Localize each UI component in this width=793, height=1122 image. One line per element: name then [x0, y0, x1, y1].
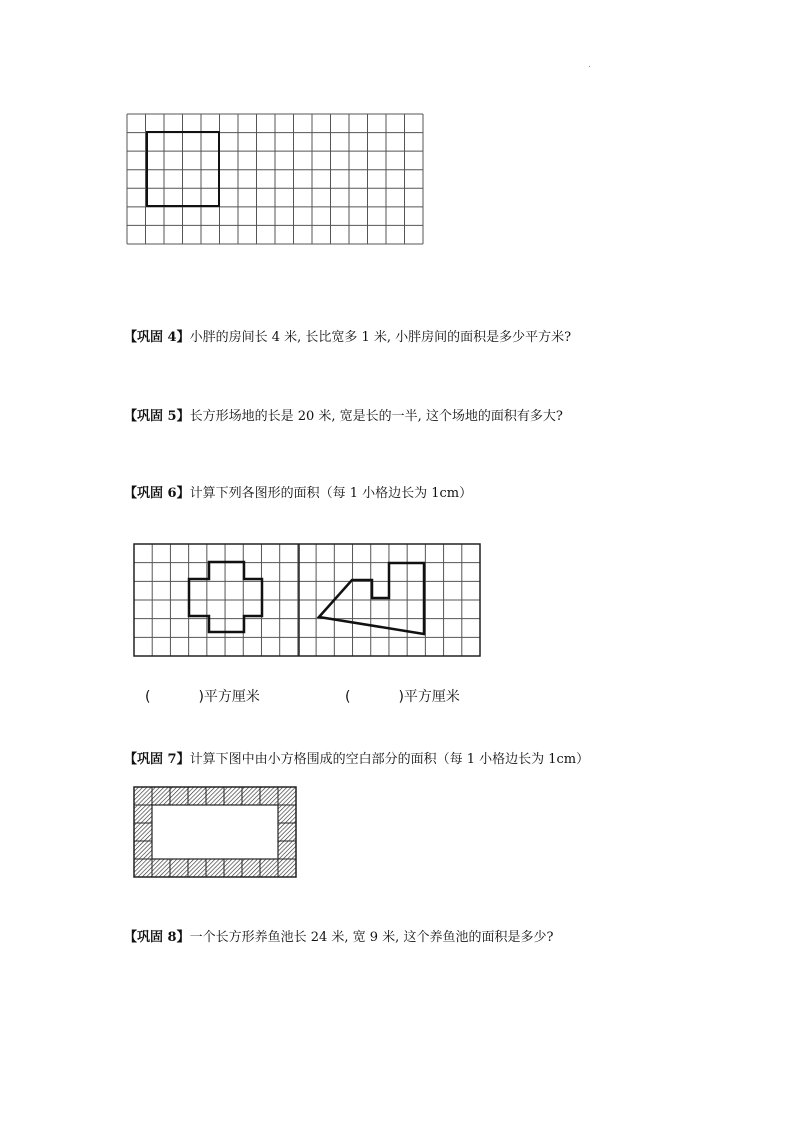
problem-7-tag: 【巩固 7】 [124, 752, 190, 767]
problem-6 [124, 486, 472, 502]
problem-6-grid-figure [134, 544, 480, 656]
answer-left-unit: )平方厘米 [198, 689, 260, 705]
answer-right [345, 686, 460, 706]
answer-right-unit: )平方厘米 [398, 689, 460, 705]
page-mark: . [588, 60, 591, 70]
problem-5-tag: 【巩固 5】 [124, 409, 190, 424]
top-grid-figure [127, 114, 423, 244]
problem-6-tag: 【巩固 6】 [124, 486, 190, 501]
problem-5-text: 长方形场地的长是 20 米, 宽是长的一半, 这个场地的面积有多大? [189, 409, 563, 424]
answer-left [145, 686, 260, 706]
problem-7 [124, 752, 589, 768]
problem-4-tag: 【巩固 4】 [124, 330, 190, 345]
problem-5 [124, 409, 563, 425]
problem-4 [124, 330, 571, 346]
problem-7-text: 计算下图中由小方格围成的空白部分的面积（每 1 小格边长为 1cm） [189, 752, 590, 767]
problem-6-text: 计算下列各图形的面积（每 1 小格边长为 1cm） [189, 486, 473, 501]
answer-left-open: ( [145, 689, 151, 705]
answer-right-open: ( [345, 689, 351, 705]
problem-8-text: 一个长方形养鱼池长 24 米, 宽 9 米, 这个养鱼池的面积是多少? [189, 930, 554, 945]
problem-8-tag: 【巩固 8】 [124, 930, 190, 945]
problem-7-border-figure [134, 787, 296, 877]
problem-4-text: 小胖的房间长 4 米, 长比宽多 1 米, 小胖房间的面积是多少平方米? [189, 330, 572, 345]
problem-8 [124, 930, 553, 946]
